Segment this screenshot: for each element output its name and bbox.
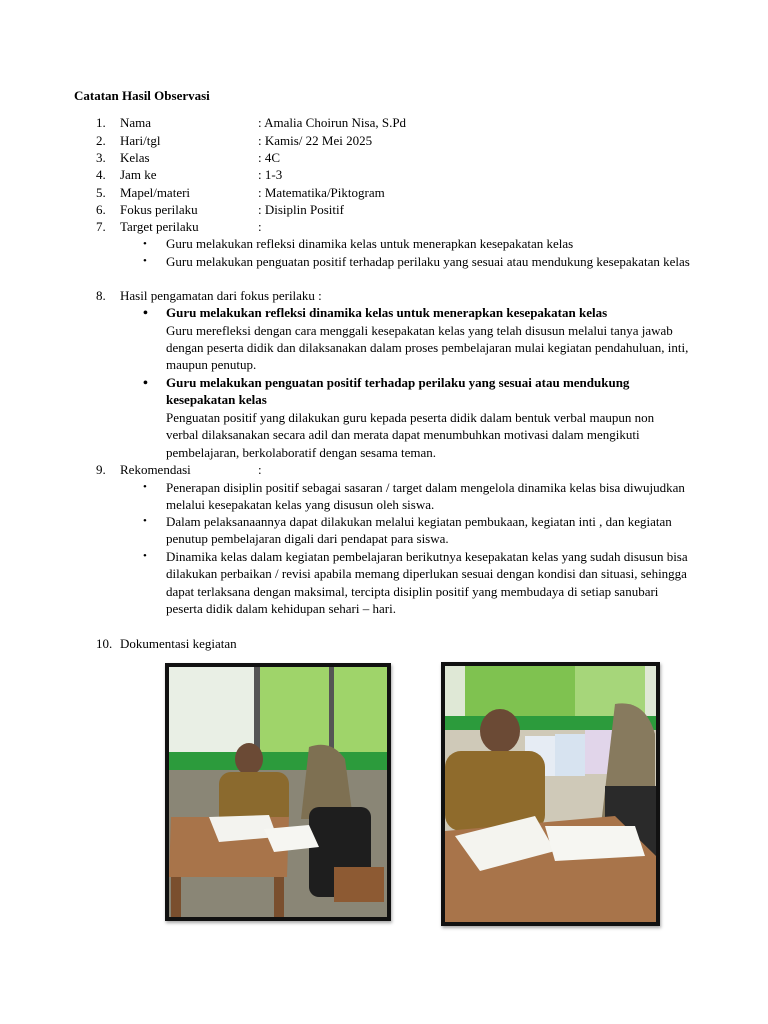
item-number: 3. — [96, 150, 106, 165]
item-value: : Amalia Choirun Nisa, S.Pd — [258, 115, 407, 130]
hasil-body: Guru merefleksi dengan cara menggali kesepakatan kelas yang telah disusun melalui tanya jawab dengan peserta didik dan dilaksanakan dalam proses pembelajaran mulai kegiatan pendahuluan, inti, maupun penutup. — [166, 322, 689, 373]
item-number: 4. — [96, 167, 106, 182]
item-label: Jam ke — [120, 167, 157, 182]
rekomendasi-bullet: Penerapan disiplin positif sebagai sasaran / target dalam mengelola dinamika kelas bisa diwujudkan melalui kesepakatan kelas yang disusun oleh siswa. — [166, 479, 685, 512]
item-label: Nama — [120, 115, 152, 130]
item-number: 5. — [96, 184, 106, 200]
classroom-photo-image — [445, 666, 656, 922]
item-label: Hasil pengamatan dari fokus perilaku : — [120, 288, 322, 303]
bullet-icon: • — [143, 376, 148, 391]
item-number: 8. — [96, 288, 106, 303]
item-value: : 1-3 — [258, 167, 283, 182]
item-label: Mapel/materi — [120, 184, 191, 200]
item-number: 7. — [96, 219, 106, 234]
item-value: : Kamis/ 22 Mei 2025 — [258, 132, 373, 148]
bullet-icon: • — [143, 306, 148, 321]
item-value: : — [258, 219, 262, 234]
item-value: : Disiplin Positif — [258, 202, 344, 217]
item-number: 9. — [96, 461, 106, 477]
document-title: Catatan Hasil Observasi — [74, 88, 210, 103]
item-label: Target perilaku — [120, 219, 199, 234]
item-value: : — [258, 461, 262, 477]
bullet-icon: • — [143, 238, 147, 250]
rekomendasi-bullet: Dalam pelaksanaannya dapat dilakukan melalui kegiatan pembukaan, kegiatan inti , dan kegiatan penutup pembelajaran digali dari pendapat para siswa. — [166, 514, 672, 547]
bullet-icon: • — [143, 255, 147, 267]
bullet-icon: • — [143, 550, 147, 562]
item-label: Fokus perilaku — [120, 202, 198, 217]
item-number: 10. — [96, 636, 113, 651]
item-label: Hari/tgl — [120, 132, 161, 148]
classroom-photo-image — [169, 667, 387, 917]
target-bullet: Guru melakukan penguatan positif terhadap perilaku yang sesuai atau mendukung kesepakatan kelas — [166, 253, 690, 269]
item-label: Kelas — [120, 150, 150, 165]
item-number: 6. — [96, 202, 106, 217]
target-bullet: Guru melakukan refleksi dinamika kelas untuk menerapkan kesepakatan kelas — [166, 236, 574, 251]
bullet-icon: • — [143, 481, 147, 493]
hasil-body: Penguatan positif yang dilakukan guru kepada peserta didik dalam bentuk verbal maupun non verbal dilaksanakan secara adil dan merata dapat menumbuhkan motivasi dalam mengikuti pembelajaran, berkolaboratif dengan sesama teman. — [166, 410, 655, 460]
hasil-heading: Guru melakukan penguatan positif terhadap perilaku yang sesuai atau mendukung kesepakatan kelas — [166, 375, 630, 408]
item-number: 2. — [96, 132, 106, 148]
item-label: Dokumentasi kegiatan — [120, 636, 237, 651]
item-value: : 4C — [258, 150, 281, 165]
bullet-icon: • — [143, 515, 147, 527]
documentation-photo-1 — [165, 663, 391, 921]
rekomendasi-bullet: Dinamika kelas dalam kegiatan pembelajaran berikutnya kesepakatan kelas yang sudah disusun bisa dilakukan perbaikan / revisi apabila memang diperlukan sesuai dengan kondisi dan situasi, sehingga dapat terlaksana dengan maksimal, tercipta disiplin positif yang membudaya di setiap sanubari peserta didik dalam kehidupan sehari – hari. — [166, 549, 688, 617]
item-number: 1. — [96, 115, 106, 130]
hasil-heading: Guru melakukan refleksi dinamika kelas untuk menerapkan kesepakatan kelas — [166, 305, 608, 320]
item-label: Rekomendasi — [120, 461, 191, 477]
documentation-photo-2 — [441, 662, 660, 926]
item-value: : Matematika/Piktogram — [258, 184, 385, 200]
